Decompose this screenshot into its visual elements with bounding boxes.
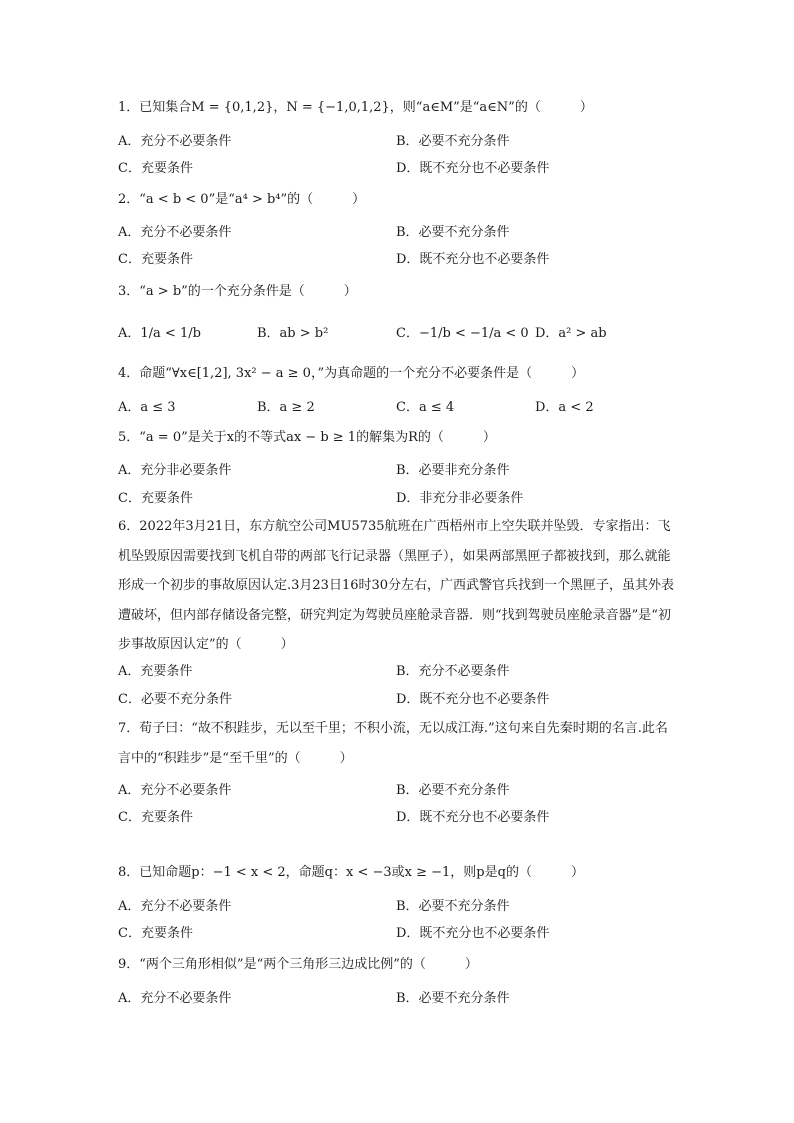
question-7-option-c[interactable]: C．充要条件 [118,810,193,825]
question-3-option-c[interactable]: C．−1/b < −1/a < 0 [396,326,529,341]
question-9-option-a[interactable]: A．充分不必要条件 [118,991,232,1006]
question-4-option-c[interactable]: C．a ≤ 4 [396,400,455,415]
question-8-option-c[interactable]: C．充要条件 [118,926,193,941]
question-2-option-d[interactable]: D．既不充分也不必要条件 [396,252,550,267]
question-6-option-a[interactable]: A．充要条件 [118,664,193,679]
question-6-option-d[interactable]: D．既不充分也不必要条件 [396,692,550,707]
question-5-option-a[interactable]: A．充分非必要条件 [118,463,232,478]
question-4-option-b[interactable]: B．a ≥ 2 [257,400,315,415]
question-9-option-b[interactable]: B．必要不充分条件 [396,991,510,1006]
question-4-stem: 4．命题“∀x∈[1,2], 3x² − a ≥ 0，”为真命题的一个充分不必要条件是（ ） [118,366,585,381]
question-3-option-d[interactable]: D．a² > ab [535,326,607,341]
question-4-option-a[interactable]: A．a ≤ 3 [118,400,176,415]
question-2-option-c[interactable]: C．充要条件 [118,252,193,267]
question-1-option-b[interactable]: B．必要不充分条件 [396,134,510,149]
question-7-option-b[interactable]: B．必要不充分条件 [396,783,510,798]
question-1-option-a[interactable]: A．充分不必要条件 [118,134,232,149]
question-5-stem: 5．“a = 0”是关于x的不等式ax − b ≥ 1的解集为R的（ ） [118,430,496,445]
question-1-option-d[interactable]: D．既不充分也不必要条件 [396,161,550,176]
question-8-option-a[interactable]: A．充分不必要条件 [118,899,232,914]
question-6-option-b[interactable]: B．充分不必要条件 [396,664,510,679]
question-1-option-c[interactable]: C．充要条件 [118,161,193,176]
question-8-option-d[interactable]: D．既不充分也不必要条件 [396,926,550,941]
question-6-stem: 6．2022年3月21日，东方航空公司MU5735航班在广西梧州市上空失联并坠毁．专家指出：飞机坠毁原因需要找到飞机自带的两部飞行记录器（黑匣子），如果两部黑匣子都被找到，那么就能形成一个初步的事故原因认定.3月23日16时30分左右，广西武警官兵找到一个黑匣子，虽其外表遭破坏，但内部存储设备完整，研究判定为驾驶员座舱录音器．则“找到驾驶员座舱录音器”是“初步事故原因认定”的（ ） [118,519,675,652]
question-5-option-d[interactable]: D．非充分非必要条件 [396,491,524,506]
question-4-option-d[interactable]: D．a < 2 [535,400,594,415]
question-2-stem: 2．“a < b < 0”是“a⁴ > b⁴”的（ ） [118,192,366,207]
question-5-option-c[interactable]: C．充要条件 [118,491,193,506]
question-1-stem: 1．已知集合M = {0,1,2}，N = {−1,0,1,2}，则“a∈M”是“a∈N”的（ ） [118,100,593,115]
question-8-stem: 8．已知命题p：−1 < x < 2，命题q：x < −3或x ≥ −1，则p是q的（ ） [118,865,584,880]
question-7-option-a[interactable]: A．充分不必要条件 [118,783,232,798]
question-3-option-b[interactable]: B．ab > b² [257,326,329,341]
question-7-option-d[interactable]: D．既不充分也不必要条件 [396,810,550,825]
question-3-option-a[interactable]: A．1/a < 1/b [118,326,201,341]
question-9-stem: 9．“两个三角形相似”是“两个三角形三边成比例”的（ ） [118,957,478,972]
question-2-option-a[interactable]: A．充分不必要条件 [118,225,232,240]
question-7-stem: 7．荀子曰：“故不积跬步，无以至千里；不积小流，无以成江海.”这句来自先秦时期的名言.此名言中的“积跬步”是“至千里”的（ ） [118,721,668,766]
question-8-option-b[interactable]: B．必要不充分条件 [396,899,510,914]
question-3-stem: 3．“a > b”的一个充分条件是（ ） [118,284,357,299]
question-2-option-b[interactable]: B．必要不充分条件 [396,225,510,240]
question-6-option-c[interactable]: C．必要不充分条件 [118,692,232,707]
question-5-option-b[interactable]: B．必要非充分条件 [396,463,510,478]
